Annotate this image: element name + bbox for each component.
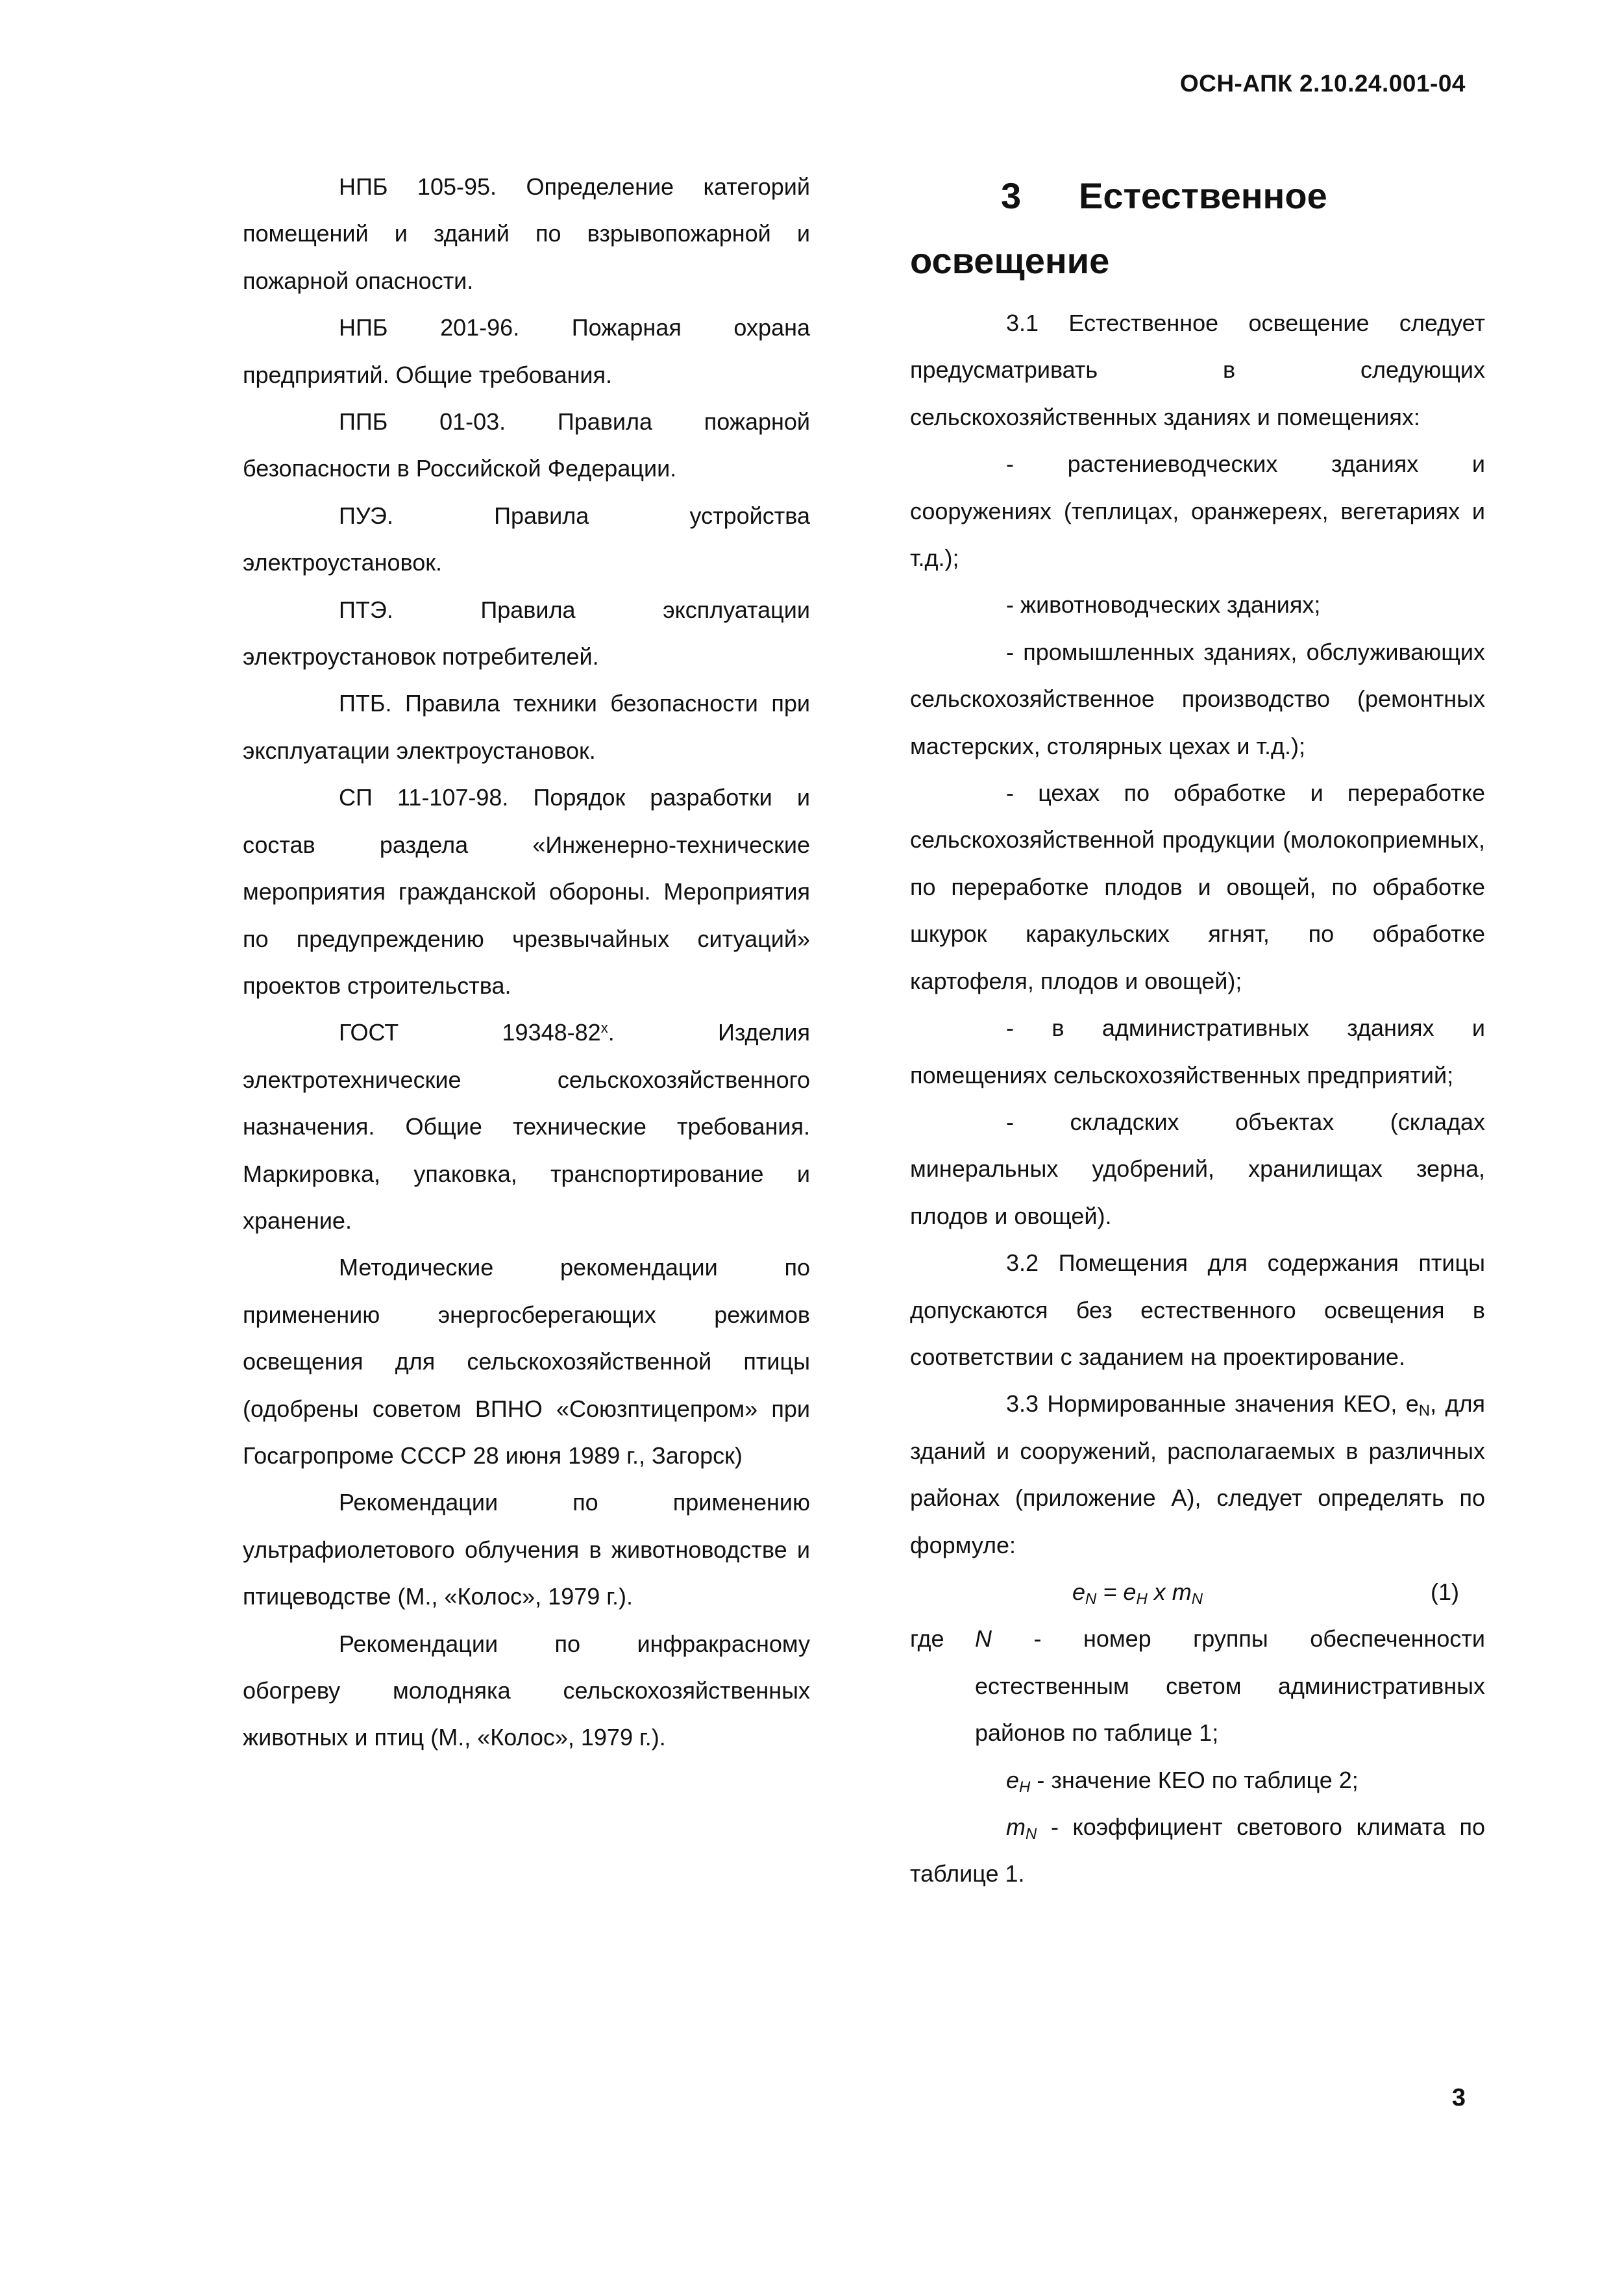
formula-expression: $e_N = e_H$ x $m_N$ <box>1072 1578 1203 1608</box>
list-item-processing-shops: - цехах по обработке и переработке сельскохозяйственной продукции (молокоприемных, по переработке плодов и овощей, по обработке шкурок каракульских ягнят, по обработке картофеля, плодов и овощей); <box>910 780 1485 994</box>
document-code: ОСН-АПК 2.10.24.001-04 <box>1179 70 1466 97</box>
reference-npb-201: НПБ 201-96. Пожарная охрана предприятий. Общие требования. <box>243 314 810 388</box>
list-item-storage: - складских объектах (складах минеральных удобрений, хранилищах зерна, плодов и овощей). <box>910 1108 1485 1229</box>
clause-3-1: 3.1 Естественное освещение следует предусматривать в следующих сельскохозяйственных зданиях и помещениях: <box>910 310 1485 430</box>
reference-sp-11-107: СП 11-107-98. Порядок разработки и состав раздела «Инженерно-технические мероприятия гражданской обороны. Мероприятия по предупреждению чрезвычайных ситуаций» проектов строительства. <box>243 784 810 999</box>
list-item-admin-buildings: - в административных зданиях и помещениях сельскохозяйственных предприятий; <box>910 1014 1485 1088</box>
reference-ir-recommendations: Рекомендации по инфракрасному обогреву молодняка сельскохозяйственных животных и птиц (М., «Колос», 1979 г.). <box>243 1630 810 1751</box>
left-column <box>243 164 810 1762</box>
reference-pue: ПУЭ. Правила устройства электроустановок. <box>243 502 810 576</box>
page-number: 3 <box>1451 2084 1466 2111</box>
reference-ppb-01: ППБ 01-03. Правила пожарной безопасности в Российской Федерации. <box>243 408 810 482</box>
formula-number: (1) <box>1431 1578 1459 1605</box>
where-mn: $m_N$ - коэффициент светового климата по таблице 1. <box>910 1813 1485 1887</box>
right-column <box>910 164 1485 1898</box>
where-N-text: N - номер группы обеспеченности естественным светом административных районов по таблице 1; <box>975 1625 1485 1747</box>
reference-gost-19348 <box>243 1009 810 1244</box>
reference-method-recommendations: Методические рекомендации по применению энергосберегающих режимов освещения для сельскохозяйственной птицы (одобрены советом ВПНО «Союзптицепром» при Госагропроме СССР 28 июня 1989 г., Загорск) <box>243 1254 810 1469</box>
where-label: где <box>910 1625 944 1653</box>
gost-text: . Изделия электротехнические сельскохозяйственного назначения. Общие технические требования. Маркировка, упаковка, транспортирование и хранение. <box>243 1019 810 1234</box>
list-item-industrial-buildings: - промышленных зданиях, обслуживающих сельскохозяйственное производство (ремонтных мастерских, столярных цехах и т.д.); <box>910 638 1485 759</box>
list-item-livestock-buildings: - животноводческих зданиях; <box>1006 591 1321 619</box>
section-heading <box>910 164 1485 293</box>
clause-3-2: 3.2 Помещения для содержания птицы допускаются без естественного освещения в соответствии с заданием на проектирование. <box>910 1249 1485 1370</box>
list-item-plant-buildings: - растениеводческих зданиях и сооружениях (теплицах, оранжереях, вегетариях и т.д.); <box>910 450 1485 572</box>
where-N <box>910 1616 1485 1756</box>
reference-uv-recommendations: Рекомендации по применению ультрафиолетового облучения в животноводстве и птицеводстве (М., «Колос», 1979 г.). <box>243 1489 810 1610</box>
reference-npb-105: НПБ 105-95. Определение категорий помещений и зданий по взрывопожарной и пожарной опасности. <box>243 173 810 294</box>
section-number: 3 <box>1001 175 1022 216</box>
section-title: Естественное освещение <box>910 175 1327 281</box>
reference-pte: ПТЭ. Правила эксплуатации электроустановок потребителей. <box>243 596 810 670</box>
where-eh: $e_H$ - значение КЕО по таблице 2; <box>1006 1766 1359 1796</box>
reference-ptb: ПТБ. Правила техники безопасности при эксплуатации электроустановок. <box>243 690 810 764</box>
formula-1 <box>910 1569 1485 1616</box>
gost-code: ГОСТ 19348-82 <box>339 1019 601 1046</box>
clause-3-3: 3.3 Нормированные значения КЕО, $e_N$, для зданий и сооружений, располагаемых в различных районах (приложение А), следует определять по формуле: <box>910 1390 1485 1558</box>
gost-superscript: x <box>600 1020 608 1037</box>
